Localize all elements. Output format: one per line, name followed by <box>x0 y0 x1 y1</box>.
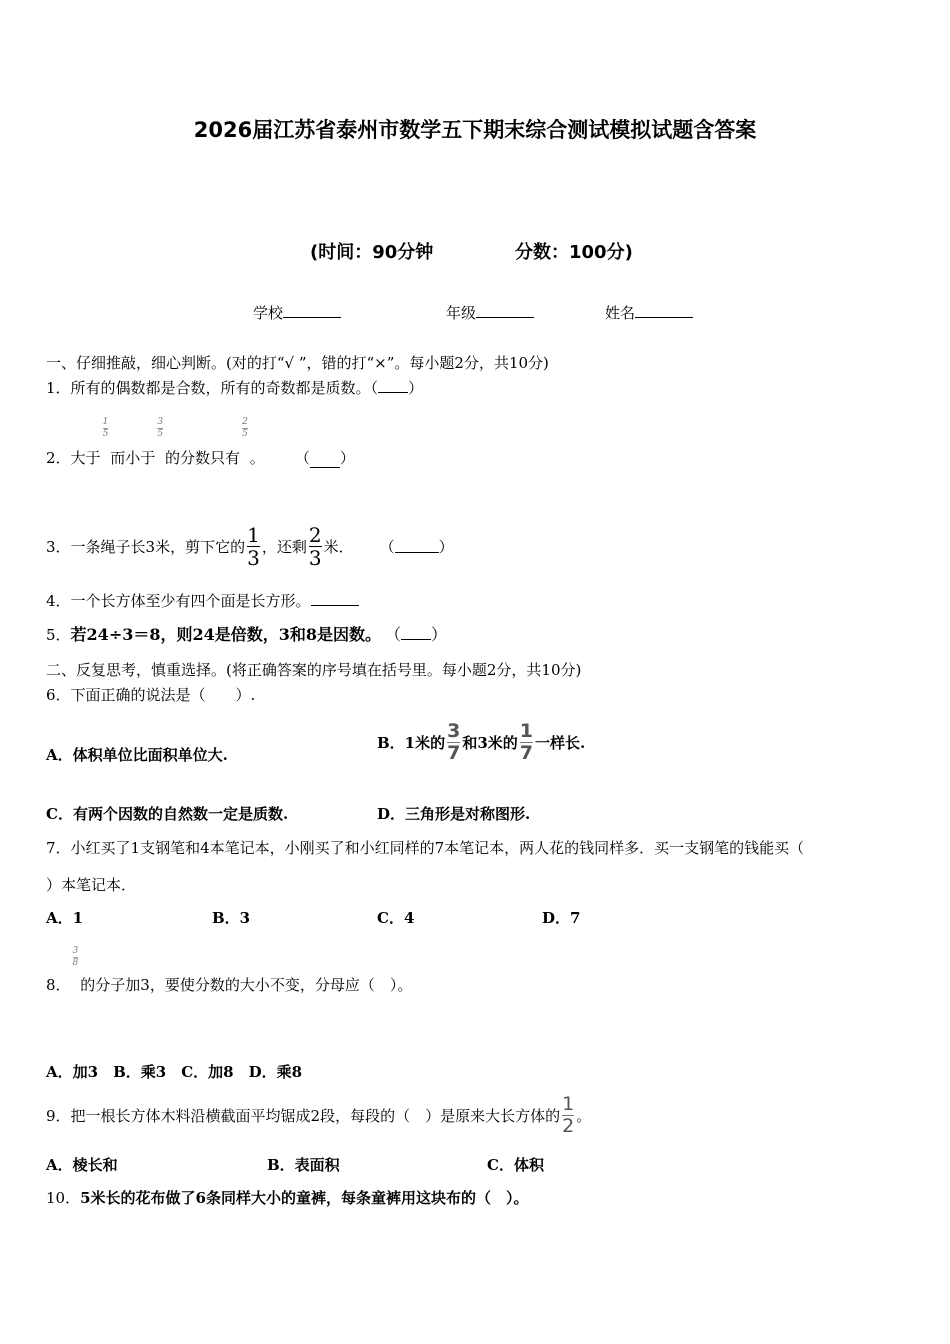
question-number: 6． <box>46 686 71 704</box>
option-7B[interactable]: B．3 <box>212 909 251 927</box>
question-text: 的分数只有 <box>165 449 241 467</box>
exam-time: (时间：90分钟 <box>310 242 434 263</box>
open-paren: （ <box>393 625 402 644</box>
question-5 <box>46 622 447 645</box>
question-text: 一条绳子长3米，剪下它的 <box>70 537 246 556</box>
section1-heading: 一、仔细推敲，细心判断。(对的打“√ ”，错的打“×”。每小题2分，共10分) <box>46 354 549 372</box>
question-1 <box>46 377 423 398</box>
question-number: 3． <box>46 537 71 556</box>
question-text: 若24÷3＝8，则24是倍数，3和8是因数。 <box>70 625 382 644</box>
fraction-one-fifth: $\frac{1}{5}$ <box>102 417 109 439</box>
fraction-three-fifths: $\frac{3}{5}$ <box>157 417 164 439</box>
grade-field[interactable] <box>446 302 534 323</box>
question-9 <box>46 1092 591 1138</box>
question-text: ，还剩 <box>261 537 307 556</box>
question-text: 米． <box>323 537 354 556</box>
question-text: 而小于 <box>110 449 156 467</box>
question-number: 8． <box>46 976 71 994</box>
name-field[interactable] <box>605 302 693 323</box>
question-number: 7． <box>46 839 71 857</box>
question-number: 2． <box>46 449 71 467</box>
question-number: 10． <box>46 1189 81 1207</box>
question-text: 5米长的花布做了6条同样大小的童裤，每条童裤用这块布的（ ）。 <box>80 1189 529 1207</box>
question-8 <box>46 947 412 995</box>
option-7A[interactable]: A．1 <box>46 909 84 927</box>
school-field[interactable] <box>253 302 341 323</box>
fraction-one-seventh: $\frac{1}{7}$ <box>519 719 534 764</box>
close-paren: ） <box>339 449 355 467</box>
school-blank[interactable] <box>283 303 341 318</box>
option-9B[interactable]: B．表面积 <box>267 1156 340 1174</box>
fraction-three-sevenths: $\frac{3}{7}$ <box>447 719 461 764</box>
answer-blank[interactable] <box>395 540 439 553</box>
fraction-two-thirds: $\frac{2}{3}$ <box>308 522 322 570</box>
grade-label: 年级 <box>446 304 477 322</box>
exam-score: 分数：100分) <box>515 242 633 263</box>
option-7D[interactable]: D．7 <box>542 909 581 927</box>
answer-blank[interactable] <box>401 627 431 640</box>
question-text: 把一根长方体木料沿横截面平均锯成2段，每段的（ ）是原来大长方体的 <box>70 1106 561 1125</box>
question-text: 所有的偶数都是合数，所有的奇数都是质数。（ <box>70 379 379 397</box>
close-paren: ） <box>438 537 454 556</box>
question-text: 小红买了1支钢笔和4本笔记本，小刚买了和小红同样的7本笔记本，两人花的钱同样多．买一支钢笔的钱能买（ <box>70 839 805 857</box>
grade-blank[interactable] <box>476 303 534 318</box>
option-6A[interactable]: A．体积单位比面积单位大. <box>46 746 228 764</box>
option-6B[interactable] <box>377 718 585 766</box>
question-text: 。 <box>576 1106 592 1125</box>
fraction-three-eighths: $\frac{3}{8}$ <box>72 946 79 968</box>
question-10 <box>46 1187 528 1208</box>
question-text: 大于 <box>70 449 101 467</box>
name-blank[interactable] <box>635 303 693 318</box>
answer-blank[interactable] <box>311 593 359 606</box>
school-label: 学校 <box>253 304 284 322</box>
question-number: 1． <box>46 379 71 397</box>
question-4 <box>46 590 359 611</box>
close-paren: ） <box>431 625 448 644</box>
option-9C[interactable]: C．体积 <box>487 1156 544 1174</box>
option-6C[interactable]: C．有两个因数的自然数一定是质数. <box>46 805 289 823</box>
document-title: 2026届江苏省泰州市数学五下期末综合测试模拟试题含答案 <box>193 118 757 142</box>
question-text: 下面正确的说法是（ ）. <box>70 686 256 704</box>
open-paren: （ <box>379 537 395 556</box>
question-3 <box>46 522 454 570</box>
question-number: 9． <box>46 1106 71 1125</box>
question-number: 5． <box>46 626 71 644</box>
option-text: 和3米的 <box>462 733 518 752</box>
question-text: 的分子加3，要使分数的大小不变，分母应（ ）。 <box>80 976 413 994</box>
option-7C[interactable]: C．4 <box>377 909 415 927</box>
name-label: 姓名 <box>605 304 636 322</box>
answer-blank[interactable] <box>310 455 340 468</box>
close-paren: ） <box>408 379 424 397</box>
question-2 <box>46 418 355 468</box>
question-text: 一个长方体至少有四个面是长方形。 <box>70 592 311 610</box>
option-text: 一样长. <box>535 733 586 752</box>
open-paren: （ <box>294 449 310 467</box>
option-9A[interactable]: A．棱长和 <box>46 1156 118 1174</box>
question-7-continued: ）本笔记本． <box>46 876 137 894</box>
section2-heading: 二、反复思考，慎重选择。(将正确答案的序号填在括号里。每小题2分，共10分) <box>46 661 582 679</box>
fraction-one-third: $\frac{1}{3}$ <box>247 522 260 570</box>
question-number: 4． <box>46 592 71 610</box>
option-6D[interactable]: D．三角形是对称图形. <box>377 805 531 823</box>
option-text: B．1米的 <box>377 733 446 752</box>
fraction-one-half: $\frac{1}{2}$ <box>562 1092 575 1137</box>
question-text: 。 <box>249 449 265 467</box>
question-7 <box>46 837 804 858</box>
options-8[interactable]: A．加3 B．乘3 C．加8 D．乘8 <box>46 1063 303 1081</box>
question-6 <box>46 684 255 705</box>
fraction-two-fifths: $\frac{2}{5}$ <box>242 417 248 439</box>
answer-blank[interactable] <box>378 380 408 393</box>
